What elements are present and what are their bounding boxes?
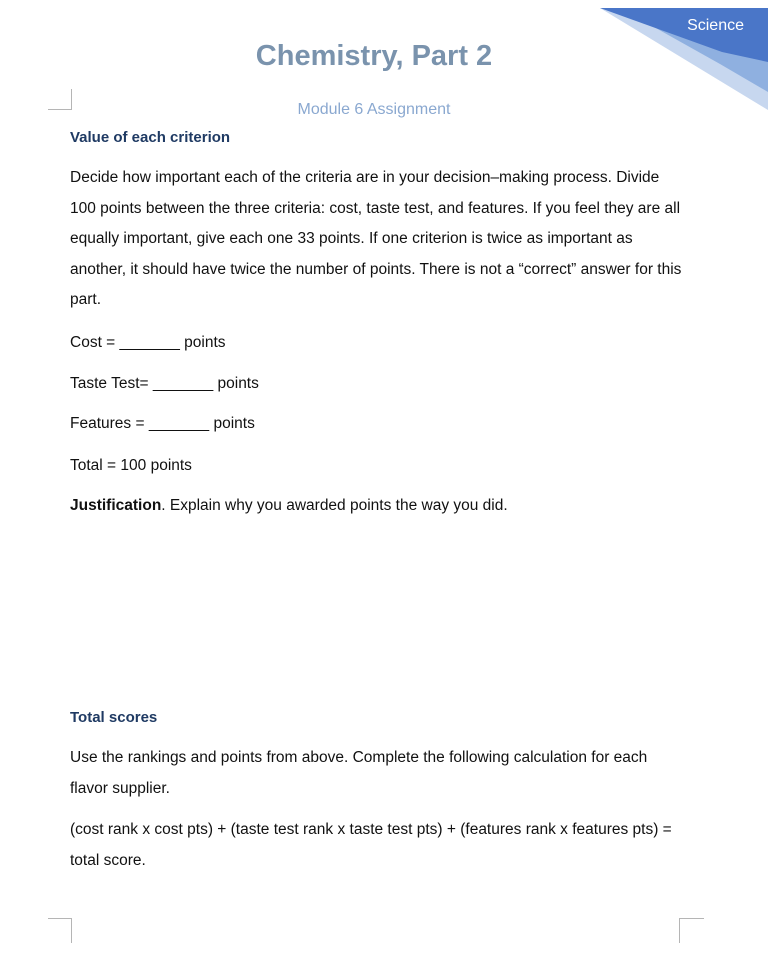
- cost-points-line: Cost = _______ points: [70, 334, 226, 351]
- features-points-line: Features = _______ points: [70, 415, 255, 432]
- justification-label: Justification: [70, 497, 162, 514]
- justification-prompt: [70, 496, 682, 516]
- crop-mark-bottom-right: [679, 918, 704, 943]
- section-heading-value: Value of each criterion: [70, 129, 231, 146]
- criteria-instructions: Decide how important each of the criteria are in your decision–making process. Divide 100 points between the three criteria: cost, taste test, and features. If you feel they are all equally important, give each one 33 points. If one criterion is twice as important as another, it should have twice the number of points. There is not a “correct” answer for this part.: [70, 169, 682, 308]
- total-scores-instructions: Use the rankings and points from above. Complete the following calculation for each flavor supplier.: [70, 749, 648, 797]
- total-score-formula: (cost rank x cost pts) + (taste test rank x taste test pts) + (features rank x features pts) = total score.: [70, 821, 672, 869]
- section-heading-total: Total scores: [70, 709, 158, 726]
- science-badge: Science: [687, 17, 744, 34]
- taste-test-points-line: Taste Test= _______ points: [70, 375, 259, 392]
- page-title: Chemistry, Part 2: [255, 40, 493, 72]
- crop-mark-bottom-left: [48, 918, 72, 943]
- justification-text: . Explain why you awarded points the way you did.: [161, 497, 508, 514]
- page-subtitle: Module 6 Assignment: [297, 101, 451, 118]
- total-points-line: Total = 100 points: [70, 457, 192, 474]
